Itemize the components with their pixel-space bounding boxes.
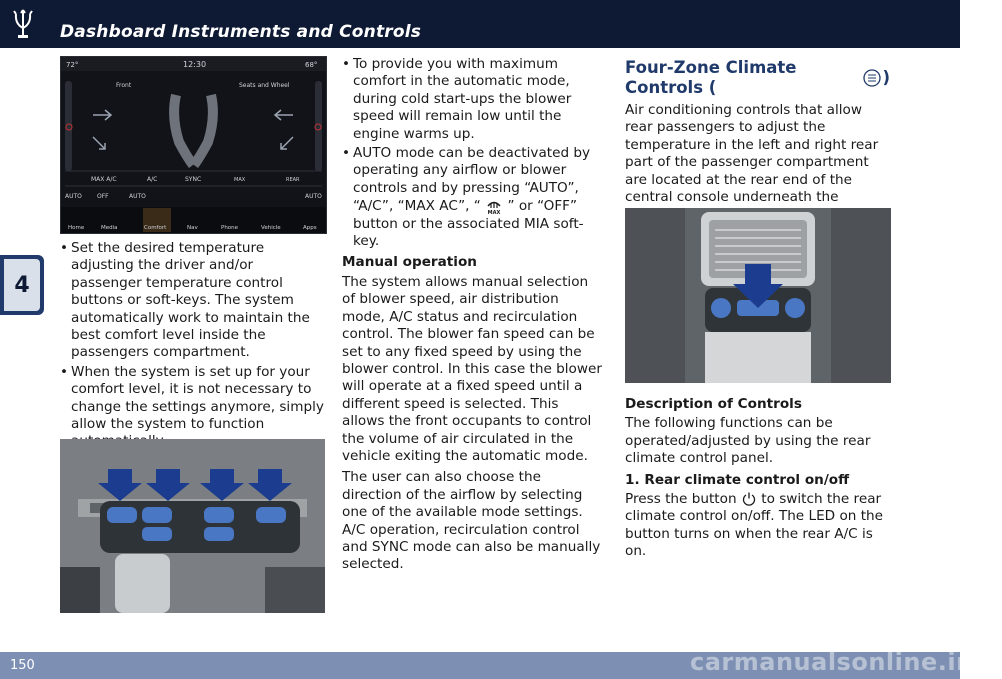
screen-nav-apps: Apps [303,225,317,231]
rear-climate-onoff-paragraph [625,491,890,561]
onoff-text-1: Press the button [625,491,737,508]
screen-nav-comfort: Comfort [144,225,167,231]
screen-btn-auto-left: AUTO [65,193,82,200]
auto-deactivate-text-1: AUTO mode can be deactivated by operating any airflow or blower controls and by pressing “AUTO”, “A/C”, “MAX AC”, “ [353,145,591,215]
screen-left-temp: 72° [66,61,79,69]
auto-deactivate-text-2: ” or “OFF” button or the associated MIA soft-key. [353,198,584,250]
description-paragraph: The following functions can be operated/adjusted by using the rear climate control panel. [625,415,871,467]
screen-nav-phone: Phone [221,225,239,231]
page-title: Dashboard Instruments and Controls [60,22,422,42]
description-heading: Description of Controls [625,396,802,412]
chapter-tab [0,255,44,315]
screen-nav-labels [68,225,317,231]
bullet-auto-deactivate [342,145,604,250]
column-3 [625,58,890,228]
rear-climate-onoff-heading: 1. Rear climate control on/off [625,471,850,488]
bullet-set-temperature: • Set the desired temperature adjusting the driver and/or passenger temperature control buttons or soft-keys. The system automatically work to maintain the best comfort level inside the passengers compartment. [60,240,325,362]
four-zone-intro: Air conditioning controls that allow rear passengers to adjust the temperature in the left and right rear part of the passenger compartment are located at the rear end of the central console underneath the [625,102,879,206]
screen-clock: 12:30 [183,60,207,69]
screen-btn-max-ac: MAX A/C [91,176,117,183]
four-zone-climate-icon [862,68,882,88]
screen-right-temp: 68° [305,61,318,69]
column-1 [60,240,325,453]
page-header [0,0,960,48]
screen-tab-seats: Seats and Wheel [239,82,290,89]
power-icon [741,491,757,507]
climate-screen-image [60,56,327,234]
screen-nav-media: Media [101,225,118,231]
max-defrost-icon-label: MAX [487,210,501,217]
four-zone-title-text: Four-Zone Climate Controls ( [625,58,797,97]
column-2 [342,56,604,578]
front-control-panel-image [60,439,325,613]
manual-operation-paragraph-1: The system allows manual selection of blower speed, air distribution mode, A/C status and recirculation control. The blower fan speed can be set to any fixed speed by using the blower control. In this case the blower will operate at a fixed speed until a different speed is selected. This allows the front occupants to control the volume of air circulated in the vehicle exiting the automatic mode. [342,273,602,464]
screen-btn-rear: REAR [286,177,300,183]
manual-operation-paragraph-2: The user can also choose the direction of the airflow by selecting one of the available mode settings. A/C operation, recirculation control and SYNC mode can also be manually selected. [342,469,601,573]
screen-tab-front: Front [116,82,132,89]
manual-operation-heading: Manual operation [342,254,477,271]
screen-nav-nav: Nav [187,225,198,231]
max-defrost-icon [485,197,503,215]
screen-btn-ac: A/C [147,176,158,183]
rear-control-panel-image [625,208,891,383]
trident-logo-icon [10,8,36,40]
screen-btn-max: MAX [234,177,246,183]
screen-btn-auto-right: AUTO [305,193,322,200]
onoff-text-2: to switch the rear climate control on/off. The LED on the button turns on when the rear A/C is on. [625,491,884,560]
screen-nav-vehicle: Vehicle [261,225,281,231]
screen-btn-sync: SYNC [185,176,202,183]
four-zone-title-close: ) [882,68,890,87]
screen-nav-home: Home [68,225,85,231]
bullet-comfort-level: • When the system is set up for your comfort level, it is not necessary to change the settings anymore, simply allow the system to function [60,364,325,451]
four-zone-section-title [625,58,890,98]
screen-btn-auto-mid: AUTO [129,193,146,200]
watermark: carmanualsonline.info [690,648,1002,676]
bullet-cold-start: • To provide you with maximum comfort in the automatic mode, during cold start-ups the blower speed will remain low until the engine warms up. [342,56,604,143]
screen-btn-off: OFF [97,193,109,200]
page-number: 150 [10,658,35,673]
chapter-number: 4 [4,259,40,311]
column-3-lower [625,392,890,565]
